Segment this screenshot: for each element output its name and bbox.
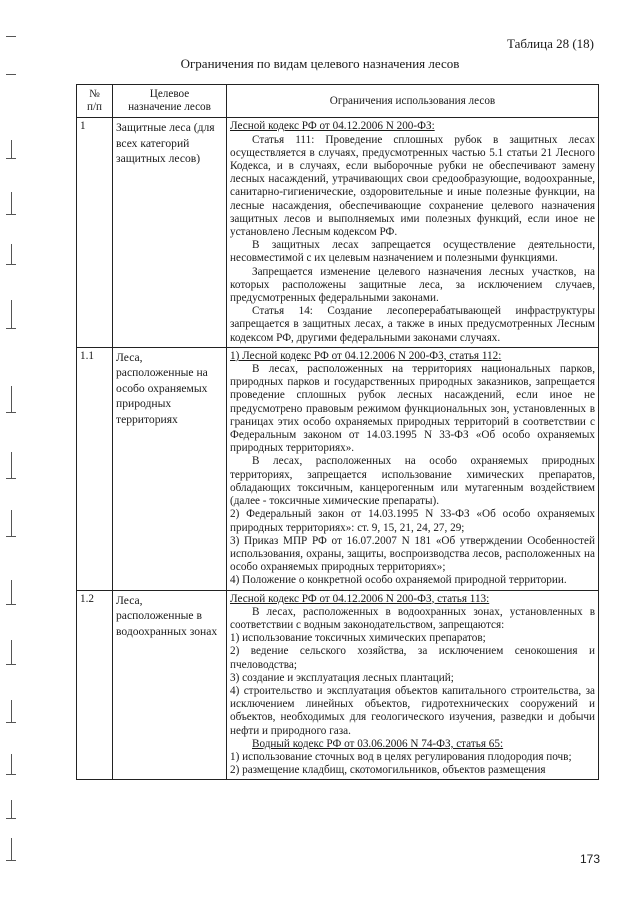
- header-restrictions: Ограничения использования лесов: [227, 85, 599, 118]
- legal-reference: Лесной кодекс РФ от 04.12.2006 N 200-ФЗ:: [230, 120, 435, 133]
- restriction-paragraph: В лесах, расположенных в водоохранных зонах, установленных в соответствии с водным законодательством, запрещаются:: [230, 605, 595, 631]
- header-num: № п/п: [77, 85, 113, 118]
- restriction-paragraph: 2) размещение кладбищ, скотомогильников, объектов размещения: [230, 764, 546, 777]
- row-number: 1: [77, 118, 113, 347]
- restriction-paragraph: В лесах, расположенных на территориях национальных парков, природных парков и государственных природных заказников, запрещается проведение сплошных рубок лесных насаждений, если иное не предусмотрено правовым режимом функциональных зон, установленных в границах этих особо охраняемых природных территорий в соответствии с Федеральным законом от 14.03.1995 N 33-ФЗ «Об особо охраняемых природных территориях».: [230, 363, 595, 455]
- restriction-paragraph: 1) использование сточных вод в целях регулирования плодородия почв;: [230, 750, 572, 763]
- forest-purpose-cell: Леса, расположенные в водоохранных зонах: [113, 590, 227, 780]
- restriction-paragraph: 4) Положение о конкретной особо охраняемой природной территории.: [230, 574, 567, 587]
- header-purpose: Целевое назначение лесов: [113, 85, 227, 118]
- forest-purpose-cell: Защитные леса (для всех категорий защитных лесов): [113, 118, 227, 347]
- restriction-paragraph: 2) Федеральный закон от 14.03.1995 N 33-ФЗ «Об особо охраняемых природных территориях»: ст. 9, 15, 21, 24, 27, 29;: [230, 508, 595, 534]
- table-row: [77, 590, 599, 780]
- legal-reference: Водный кодекс РФ от 03.06.2006 N 74-ФЗ, статья 65:: [252, 737, 504, 750]
- restriction-paragraph: 3) создание и эксплуатация лесных плантаций;: [230, 671, 454, 684]
- legal-reference: Лесной кодекс РФ от 04.12.2006 N 200-ФЗ, статья 113:: [230, 592, 490, 605]
- row-number: 1.2: [77, 590, 113, 780]
- restriction-paragraph: 1) использование токсичных химических препаратов;: [230, 632, 486, 645]
- table-number: Таблица 28 (18): [506, 36, 594, 51]
- restriction-paragraph: 4) строительство и эксплуатация объектов капитального строительства, за исключением линейных объектов, гидротехнических сооружений и объектов, необходимых для геологического изучения, разведки и добычи нефти и природного газа.: [230, 684, 595, 737]
- restriction-paragraph: 3) Приказ МПР РФ от 16.07.2007 N 181 «Об утверждении Особенностей использования, охраны, защиты, воспроизводства лесов, расположенных на особо охраняемых природных территориях»;: [230, 534, 595, 574]
- restriction-paragraph: 2) ведение сельского хозяйства, за исключением сенокошения и пчеловодства;: [230, 645, 595, 671]
- legal-reference: 1) Лесной кодекс РФ от 04.12.2006 N 200-ФЗ, статья 112:: [230, 349, 502, 362]
- restrictions-table: [76, 84, 599, 780]
- restriction-paragraph: Запрещается изменение целевого назначения лесных участков, на которых расположены защитные леса, за исключением случаев, предусмотренных федеральными законами.: [230, 265, 595, 305]
- restrictions-cell: [227, 590, 599, 780]
- table-row: [77, 118, 599, 347]
- row-number: 1.1: [77, 347, 113, 590]
- restrictions-cell: [227, 347, 599, 590]
- restriction-paragraph: В лесах, расположенных на особо охраняемых природных территориях, запрещается использование химических препаратов, обладающих токсичным, канцерогенным или мутагенным воздействием (далее - токсичные химические препараты).: [230, 455, 595, 508]
- scan-margin-marks: [0, 0, 22, 905]
- table-row: [77, 347, 599, 590]
- page-number: 173: [579, 852, 600, 866]
- restrictions-cell: [227, 118, 599, 347]
- forest-purpose-cell: Леса, расположенные на особо охраняемых природных территориях: [113, 347, 227, 590]
- restriction-paragraph: В защитных лесах запрещается осуществление деятельности, несовместимой с их целевым назначением и полезными функциями.: [230, 239, 595, 265]
- table-body: [77, 118, 599, 780]
- restriction-paragraph: Статья 111: Проведение сплошных рубок в защитных лесах осуществляется в случаях, предусмотренных частью 5.1 статьи 21 Лесного Кодекса, и в случаях, если выборочные рубки не обеспечивают замену лесных насаждений, утрачивающих свои средообразующие, водоохранные, санитарно-гигиенические, оздоровительные и иные полезные функции, на лесные насаждения, обеспечивающие сохранение целевого назначения защитных лесов и выполняемых ими полезных функций, если иное не установлено Лесным кодексом РФ.: [230, 133, 595, 239]
- restriction-paragraph: Статья 14: Создание лесоперерабатывающей инфраструктуры запрещается в защитных лесах, а также в иных предусмотренных Лесным кодексом РФ, другими федеральными законами случаях.: [230, 305, 595, 344]
- page-title: Ограничения по видам целевого назначения лесов: [180, 56, 460, 71]
- table-header-row: [77, 85, 599, 118]
